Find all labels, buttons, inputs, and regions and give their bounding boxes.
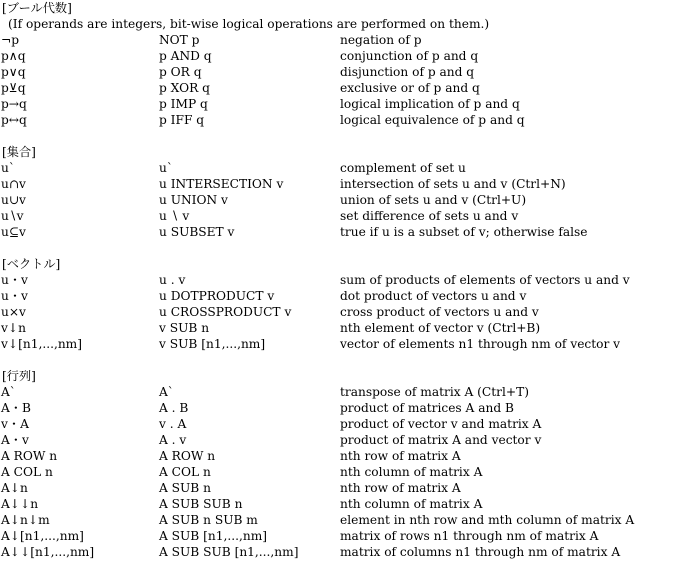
text-notation: A SUB [n1,...,nm] (159, 529, 268, 543)
text-notation: u` (159, 161, 173, 175)
operator-row (0, 400, 689, 416)
operator-row (0, 464, 689, 480)
operator-row (0, 160, 689, 176)
section-1 (0, 144, 689, 240)
text-notation: u INTERSECTION v (159, 177, 284, 191)
operator-row (0, 112, 689, 128)
section-0 (0, 0, 689, 128)
description: product of vector v and matrix A (340, 417, 542, 431)
description: nth element of vector v (Ctrl+B) (340, 321, 541, 335)
text-notation: p IMP q (159, 97, 208, 111)
symbol-notation: u∪v (1, 193, 26, 207)
symbol-notation: u⊆v (1, 225, 26, 239)
operator-row (0, 512, 689, 528)
symbol-notation: p∧q (1, 49, 26, 63)
symbol-notation: v・A (1, 417, 29, 431)
description: product of matrix A and vector v (340, 433, 542, 447)
text-notation: v SUB n (159, 321, 210, 335)
operator-row (0, 96, 689, 112)
text-notation: NOT p (159, 33, 200, 47)
description: logical implication of p and q (340, 97, 520, 111)
symbol-notation: A COL n (1, 465, 53, 479)
operator-row (0, 272, 689, 288)
symbol-notation: p↔q (1, 113, 27, 127)
symbol-notation: v↓[n1,...,nm] (1, 337, 82, 351)
text-notation: A SUB SUB n (159, 497, 243, 511)
operator-row (0, 288, 689, 304)
symbol-notation: u・v (1, 273, 28, 287)
section-header: [ベクトル] (2, 257, 61, 271)
text-notation: u CROSSPRODUCT v (159, 305, 292, 319)
symbol-notation: A・v (1, 433, 29, 447)
operator-row (0, 48, 689, 64)
description: set difference of sets u and v (340, 209, 519, 223)
symbol-notation: u∖v (1, 209, 24, 223)
text-notation: p AND q (159, 49, 212, 63)
operator-row (0, 432, 689, 448)
operator-row (0, 192, 689, 208)
description: nth column of matrix A (340, 497, 483, 511)
text-notation: u ∖ v (159, 209, 190, 223)
operator-row (0, 544, 689, 560)
symbol-notation: u` (1, 161, 15, 175)
operator-row (0, 80, 689, 96)
section-spacer (0, 240, 689, 256)
operator-row (0, 416, 689, 432)
text-notation: A . B (159, 401, 189, 415)
symbol-notation: A↓n (1, 481, 28, 495)
section-spacer (0, 128, 689, 144)
operator-row (0, 224, 689, 240)
operator-row (0, 304, 689, 320)
symbol-notation: A↓[n1,...,nm] (1, 529, 84, 543)
symbol-notation: u∩v (1, 177, 26, 191)
description: vector of elements n1 through nm of vector v (340, 337, 621, 351)
symbol-notation: A↓n↓m (1, 513, 50, 527)
operator-row (0, 336, 689, 352)
text-notation: A SUB n SUB m (159, 513, 258, 527)
text-notation: A . v (159, 433, 187, 447)
description: element in nth row and mth column of matrix A (340, 513, 635, 527)
section-spacer (0, 352, 689, 368)
symbol-notation: p∨q (1, 65, 26, 79)
description: conjunction of p and q (340, 49, 479, 63)
operator-row (0, 208, 689, 224)
operator-row (0, 480, 689, 496)
text-notation: p IFF q (159, 113, 205, 127)
text-notation: u DOTPRODUCT v (159, 289, 275, 303)
text-notation: v SUB [n1,...,nm] (159, 337, 266, 351)
text-notation: v . A (159, 417, 187, 431)
operator-row (0, 32, 689, 48)
description: transpose of matrix A (Ctrl+T) (340, 385, 529, 399)
description: negation of p (340, 33, 422, 47)
symbol-notation: u×v (1, 305, 26, 319)
symbol-notation: A↓↓n (1, 497, 39, 511)
operator-row (0, 64, 689, 80)
text-notation: A` (159, 385, 174, 399)
text-notation: A COL n (159, 465, 211, 479)
symbol-notation: v↓n (1, 321, 26, 335)
description: cross product of vectors u and v (340, 305, 539, 319)
text-notation: u UNION v (159, 193, 228, 207)
operator-row (0, 320, 689, 336)
description: nth column of matrix A (340, 465, 483, 479)
text-notation: A SUB n (159, 481, 211, 495)
description: union of sets u and v (Ctrl+U) (340, 193, 527, 207)
description: true if u is a subset of v; otherwise false (340, 225, 588, 239)
operator-row (0, 448, 689, 464)
operator-row (0, 384, 689, 400)
operator-row (0, 528, 689, 544)
symbol-notation: A ROW n (1, 449, 58, 463)
description: logical equivalence of p and q (340, 113, 525, 127)
symbol-notation: ¬p (1, 33, 20, 47)
symbol-notation: p→q (1, 97, 27, 111)
symbol-notation: u・v (1, 289, 28, 303)
text-notation: A SUB SUB [n1,...,nm] (159, 545, 299, 559)
description: intersection of sets u and v (Ctrl+N) (340, 177, 566, 191)
operator-row (0, 176, 689, 192)
description: sum of products of elements of vectors u and v (340, 273, 630, 287)
text-notation: p OR q (159, 65, 202, 79)
description: disjunction of p and q (340, 65, 475, 79)
symbol-notation: A` (1, 385, 16, 399)
section-header: [ブール代数] (2, 1, 72, 15)
section-3 (0, 368, 689, 560)
description: matrix of columns n1 through nm of matrix A (340, 545, 621, 559)
section-header: [行列] (2, 369, 36, 383)
description: matrix of rows n1 through nm of matrix A (340, 529, 599, 543)
section-note: (If operands are integers, bit-wise logical operations are performed on them.) (8, 17, 490, 31)
text-notation: u SUBSET v (159, 225, 235, 239)
description: nth row of matrix A (340, 481, 461, 495)
section-2 (0, 256, 689, 352)
description: exclusive or of p and q (340, 81, 480, 95)
text-notation: u . v (159, 273, 186, 287)
symbol-notation: A・B (1, 401, 31, 415)
description: product of matrices A and B (340, 401, 514, 415)
text-notation: p XOR q (159, 81, 210, 95)
text-notation: A ROW n (159, 449, 216, 463)
symbol-notation: A↓↓[n1,...,nm] (1, 545, 95, 559)
symbol-notation: p⊻q (1, 81, 26, 95)
operator-row (0, 496, 689, 512)
description: nth row of matrix A (340, 449, 461, 463)
description: complement of set u (340, 161, 466, 175)
section-header: [集合] (2, 145, 36, 159)
description: dot product of vectors u and v (340, 289, 527, 303)
